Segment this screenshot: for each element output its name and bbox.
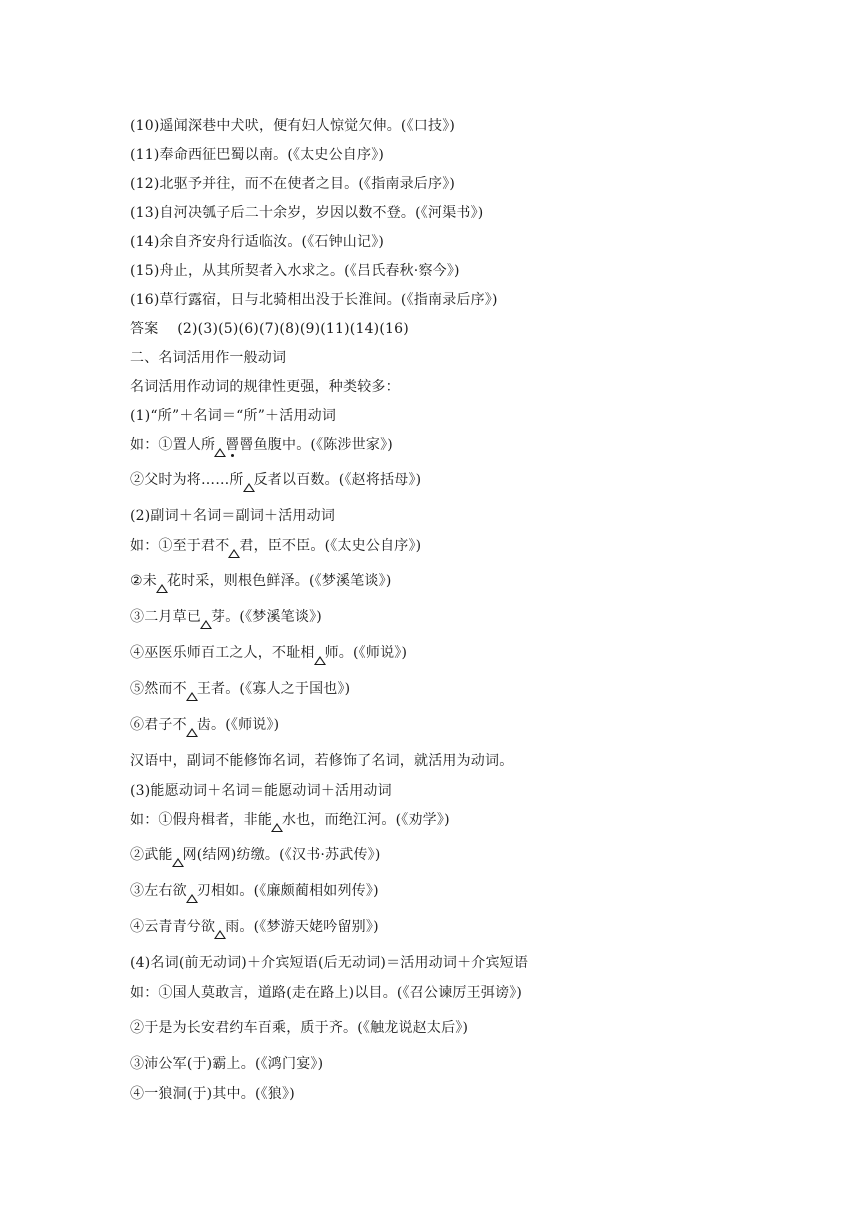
rule-2-example-4: ④巫医乐师百工之人，不耻相 师。(《师说》) [130, 633, 770, 669]
rule-2-heading: (2)副词＋名词＝副词＋活用动词 [130, 508, 336, 524]
example-line-12: (12)北驱予并往，而不在使者之目。(《指南录后序》) [130, 176, 456, 192]
marked-word: 相 [300, 645, 315, 661]
marked-word: 能 [158, 847, 173, 863]
rule-2-example-2: ②未 花时采，则根色鲜泽。(《梦溪笔谈》) [130, 561, 770, 597]
answer-line: 答案 (2)(3)(5)(6)(7)(8)(9)(11)(14)(16) [130, 321, 409, 337]
rule-1-heading: (1)“所”＋名词＝“所”＋活用动词 [130, 408, 337, 424]
document-page [130, 112, 770, 1109]
section-intro: 名词活用作动词的规律性更强，种类较多： [130, 379, 400, 395]
example-line-13: (13)自河决瓠子后二十余岁，岁因以数不登。(《河渠书》) [130, 205, 484, 221]
rule-2-example-1: 如：①至于君不 君，臣不臣。(《太史公自序》) [130, 532, 770, 561]
rule-2-note: 汉语中，副词不能修饰名词，若修饰了名词，就活用为动词。 [130, 753, 514, 769]
rule-4-example-3: ③沛公军(于)霸上。(《鸿门宴》) [130, 1044, 770, 1080]
marked-word: 已 [186, 609, 202, 625]
marked-word: 于 [314, 1020, 329, 1036]
rule-2-example-6: ⑥君子不 齿。(《师说》) [130, 705, 770, 741]
rule-1-example-1: 如：①置人所 罾罾鱼腹中。(《陈涉世家》) [130, 431, 770, 460]
marked-word: 所 [229, 472, 244, 488]
rule-3-example-2: ②武能 网(结网)纺缴。(《汉书·苏武传》) [130, 835, 770, 871]
rule-3-example-1: 如：①假舟楫者，非能 水也，而绝江河。(《劝学》) [130, 806, 770, 835]
emphasis-dot: 罾 [225, 431, 239, 460]
rule-1-example-2: ②父时为将……所 反者以百数。(《赵将括母》) [130, 460, 770, 496]
example-line-11: (11)奉命西征巴蜀以南。(《太史公自序》) [130, 147, 385, 163]
marked-word: (于) [186, 1086, 213, 1102]
marked-word: 能 [257, 812, 273, 828]
marked-word: 欲 [201, 919, 216, 935]
rule-2-example-5: ⑤然而不 王者。(《寡人之于国也》) [130, 669, 770, 705]
marked-phrase: 以目 [354, 985, 383, 1001]
marked-word: 不 [215, 538, 230, 554]
example-line-15: (15)舟止，从其所契者入水求之。(《吕氏春秋·察今》) [130, 263, 460, 279]
example-line-16: (16)草行露宿，日与北骑相出没于长淮间。(《指南录后序》) [130, 292, 498, 308]
marked-word: 路 [272, 985, 287, 1001]
rule-4-example-4: ④一狼洞(于)其中。(《狼》) [130, 1080, 770, 1109]
marked-word: 欲 [172, 883, 187, 899]
rule-4-example-2: ②于是为长安君约车百乘，质于齐。(《触龙说赵太后》) [130, 1008, 770, 1044]
example-line-10: (10)遥闻深巷中犬吠，便有妇人惊觉欠伸。(《口技》) [130, 118, 456, 134]
rule-3-example-4: ④云青青兮欲 雨。(《梦游天姥吟留别》) [130, 907, 770, 943]
marked-word: 所 [201, 431, 215, 460]
rule-4-heading: (4)名词(前无动词)＋介宾短语(后无动词)＝活用动词＋介宾短语 [130, 955, 529, 971]
rule-3-example-3: ③左右欲 刃相如。(《廉颇蔺相如列传》) [130, 871, 770, 907]
marked-word: (于) [186, 1056, 213, 1072]
example-line-14: (14)余自齐安舟行适临汝。(《石钟山记》) [130, 234, 385, 250]
rule-4-example-1: 如：①国人莫敢言，道路(走在路上)以目。(《召公谏厉王弭谤》) [130, 979, 770, 1008]
marked-word: 未 [142, 573, 157, 589]
rule-3-heading: (3)能愿动词＋名词＝能愿动词＋活用动词 [130, 783, 392, 799]
marked-word: 不 [172, 717, 187, 733]
section-title: 二、名词活用作一般动词 [130, 350, 287, 366]
rule-2-example-3: ③二月草已 芽。(《梦溪笔谈》) [130, 597, 770, 633]
marked-word: 不 [172, 681, 187, 697]
